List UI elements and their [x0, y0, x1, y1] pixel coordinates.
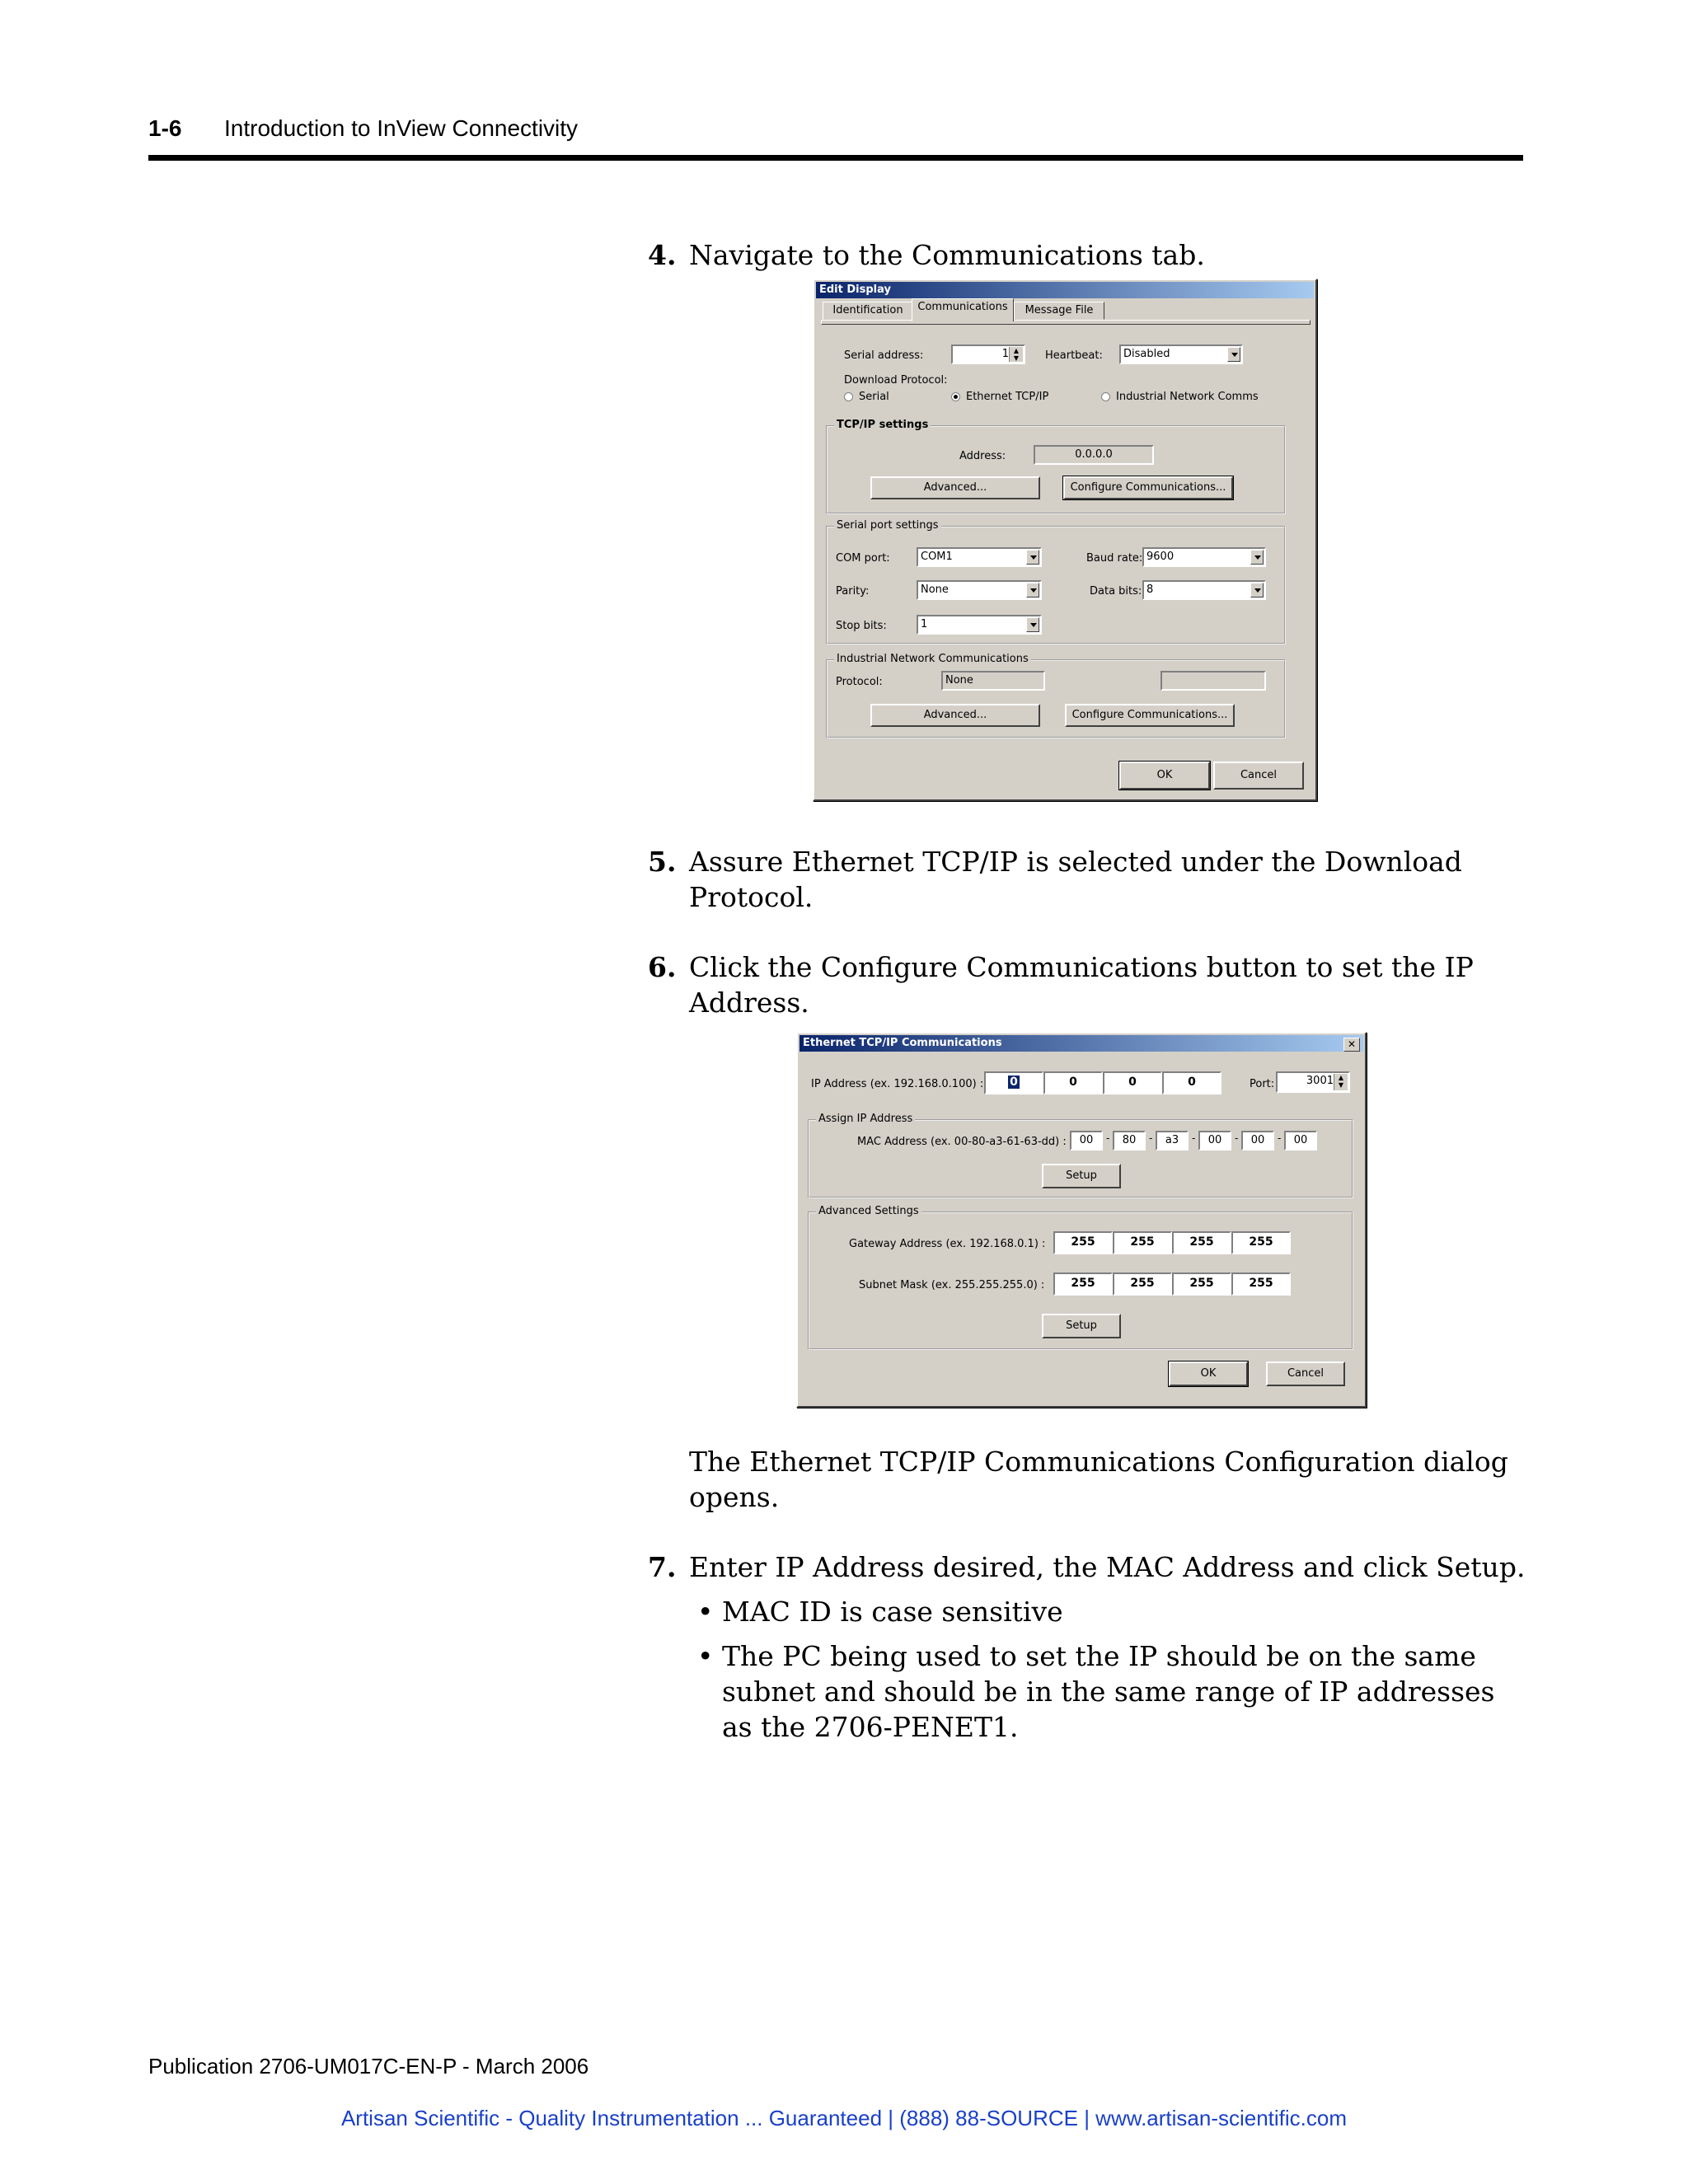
mac-octet-4[interactable]: 00: [1198, 1131, 1231, 1151]
baud-rate-value: 9600: [1146, 551, 1175, 563]
ip-octet-3[interactable]: 0: [1103, 1071, 1162, 1094]
stop-bits-value: 1: [921, 618, 928, 630]
inc-advanced-button[interactable]: Advanced...: [870, 704, 1040, 727]
mac-separator: -: [1235, 1132, 1239, 1144]
gateway-label: Gateway Address (ex. 192.168.0.1) :: [849, 1238, 1046, 1250]
tab-communications[interactable]: Communications: [912, 298, 1014, 321]
step-number: 4.: [648, 239, 677, 271]
tab-message-file[interactable]: Message File: [1014, 302, 1104, 320]
chevron-down-icon[interactable]: [1026, 550, 1039, 565]
step-number: 5.: [648, 846, 677, 878]
inc-group-title: Industrial Network Communications: [834, 653, 1031, 665]
stop-bits-label: Stop bits:: [836, 620, 887, 632]
radio-ethernet[interactable]: [951, 392, 960, 401]
mac-address-label: MAC Address (ex. 00-80-a3-61-63-dd) :: [857, 1136, 1067, 1148]
subnet-label: Subnet Mask (ex. 255.255.255.0) :: [859, 1279, 1045, 1291]
radio-serial-label: Serial: [859, 391, 889, 403]
advanced-button[interactable]: Advanced...: [870, 476, 1040, 499]
chapter-title: Introduction to InView Connectivity: [224, 115, 579, 141]
gateway-octet-1[interactable]: 255: [1053, 1231, 1113, 1254]
tab-identification[interactable]: Identification: [823, 302, 913, 320]
setup-advanced-button[interactable]: Setup: [1042, 1314, 1121, 1338]
data-bits-label: Data bits:: [1090, 585, 1142, 598]
ip-address-label: IP Address (ex. 192.168.0.100) :: [811, 1078, 984, 1090]
serial-address-value: 1: [1001, 348, 1009, 360]
chevron-down-icon[interactable]: [1227, 347, 1240, 362]
bullet-icon: •: [697, 1640, 714, 1672]
subnet-octet-3[interactable]: 255: [1172, 1272, 1231, 1296]
tab-panel-edge: [821, 320, 1311, 325]
com-port-label: COM port:: [836, 552, 890, 565]
subnet-octet-1[interactable]: 255: [1053, 1272, 1113, 1296]
port-stepper[interactable]: [1276, 1071, 1350, 1093]
mac-separator: -: [1192, 1132, 1196, 1144]
dialog-opens-text: The Ethernet TCP/IP Communications Configuration dialog opens.: [689, 1446, 1508, 1513]
setup-button[interactable]: Setup: [1042, 1164, 1121, 1188]
step-text: Assure Ethernet TCP/IP is selected under the Download Protocol.: [689, 846, 1462, 913]
port-label: Port:: [1250, 1078, 1275, 1090]
ip-octet-2[interactable]: 0: [1043, 1071, 1103, 1094]
dialog-title: Edit Display: [819, 284, 891, 296]
chevron-down-icon[interactable]: [1250, 583, 1264, 598]
assign-group-title: Assign IP Address: [816, 1113, 915, 1125]
mac-octet-1[interactable]: 00: [1070, 1131, 1103, 1151]
com-port-select[interactable]: [917, 547, 1042, 567]
parity-label: Parity:: [836, 585, 870, 598]
data-bits-value: 8: [1146, 583, 1154, 596]
mac-separator: -: [1149, 1132, 1153, 1144]
step-text: Navigate to the Communications tab.: [689, 239, 1205, 271]
radio-ethernet-label: Ethernet TCP/IP: [966, 391, 1049, 403]
stop-bits-select[interactable]: [917, 615, 1042, 635]
mac-separator: -: [1278, 1132, 1282, 1144]
publication-footer: Publication 2706-UM017C-EN-P - March 2006: [148, 2054, 589, 2079]
parity-value: None: [921, 583, 949, 596]
radio-industrial[interactable]: [1101, 392, 1110, 401]
radio-serial[interactable]: [844, 392, 853, 401]
tcpip-group-title: TCP/IP settings: [834, 419, 931, 431]
protocol-detail-field: [1160, 671, 1266, 691]
header-rule: [148, 155, 1523, 161]
spin-arrows-icon[interactable]: ▲ ▼: [1334, 1074, 1348, 1090]
spin-arrows-icon[interactable]: ▲ ▼: [1009, 347, 1023, 362]
cancel-button[interactable]: Cancel: [1213, 762, 1304, 790]
tcpip-settings-group: [826, 425, 1286, 514]
address-label: Address:: [959, 450, 1006, 462]
data-bits-select[interactable]: [1142, 580, 1266, 600]
address-field: 0.0.0.0: [1034, 445, 1154, 465]
artisan-banner[interactable]: Artisan Scientific - Quality Instrumentation ... Guaranteed | (888) 88-SOURCE | www.artisan-scientific.com: [340, 2106, 1348, 2130]
chevron-down-icon[interactable]: [1026, 583, 1039, 598]
heartbeat-value: Disabled: [1123, 348, 1170, 360]
bullet-text: MAC ID is case sensitive: [722, 1596, 1063, 1628]
serial-address-stepper[interactable]: [951, 344, 1025, 364]
step-text: Enter IP Address desired, the MAC Address and click Setup.: [689, 1551, 1526, 1583]
gateway-octet-4[interactable]: 255: [1231, 1231, 1291, 1254]
chevron-down-icon[interactable]: [1250, 550, 1264, 565]
mac-separator: -: [1106, 1132, 1110, 1144]
radio-industrial-label: Industrial Network Comms: [1116, 391, 1259, 403]
step-text: Click the Configure Communications button to set the IP Address.: [689, 951, 1474, 1019]
step-number: 7.: [648, 1551, 677, 1583]
baud-rate-label: Baud rate:: [1086, 552, 1143, 565]
advanced-group-title: Advanced Settings: [816, 1205, 921, 1217]
dialog-title-bar: [816, 282, 1314, 298]
bullet-text: The PC being used to set the IP should be on the same subnet and should be in the same range of IP addresses as the 2706-PENET1.: [722, 1640, 1495, 1743]
gateway-octet-3[interactable]: 255: [1172, 1231, 1231, 1254]
subnet-octet-2[interactable]: 255: [1113, 1272, 1172, 1296]
bullet-icon: •: [697, 1596, 714, 1628]
baud-rate-select[interactable]: [1142, 547, 1266, 567]
com-port-value: COM1: [921, 551, 953, 563]
dialog-title-bar: [799, 1035, 1363, 1052]
protocol-field: None: [941, 671, 1045, 691]
ok-button[interactable]: OK: [1119, 762, 1210, 790]
ok-button[interactable]: OK: [1169, 1361, 1248, 1386]
close-icon[interactable]: ✕: [1343, 1038, 1360, 1052]
gateway-octet-2[interactable]: 255: [1113, 1231, 1172, 1254]
configure-communications-button[interactable]: Configure Communications...: [1063, 476, 1233, 499]
protocol-label: Protocol:: [836, 676, 883, 688]
heartbeat-label: Heartbeat:: [1045, 349, 1103, 362]
mac-octet-6[interactable]: 00: [1284, 1131, 1317, 1151]
serial-group-title: Serial port settings: [834, 519, 941, 532]
page-number: 1-6: [148, 115, 182, 141]
ip-octet-1[interactable]: 0: [984, 1071, 1043, 1094]
mac-octet-3[interactable]: a3: [1156, 1131, 1189, 1151]
inc-configure-communications-button[interactable]: Configure Communications...: [1065, 704, 1235, 727]
ip-octet-4[interactable]: 0: [1162, 1071, 1221, 1094]
port-value: 3001: [1306, 1075, 1334, 1087]
serial-address-label: Serial address:: [844, 349, 924, 362]
step-number: 6.: [648, 951, 677, 983]
subnet-octet-4[interactable]: 255: [1231, 1272, 1291, 1296]
download-protocol-label: Download Protocol:: [844, 374, 948, 387]
cancel-button[interactable]: Cancel: [1266, 1361, 1345, 1386]
ethernet-tcpip-dialog: [796, 1032, 1367, 1408]
edit-display-dialog: [813, 279, 1317, 801]
chevron-down-icon[interactable]: [1026, 617, 1039, 632]
mac-octet-2[interactable]: 80: [1113, 1131, 1146, 1151]
heartbeat-select[interactable]: [1119, 344, 1243, 364]
dialog-title: Ethernet TCP/IP Communications: [803, 1037, 1002, 1049]
mac-octet-5[interactable]: 00: [1241, 1131, 1274, 1151]
parity-select[interactable]: [917, 580, 1042, 600]
